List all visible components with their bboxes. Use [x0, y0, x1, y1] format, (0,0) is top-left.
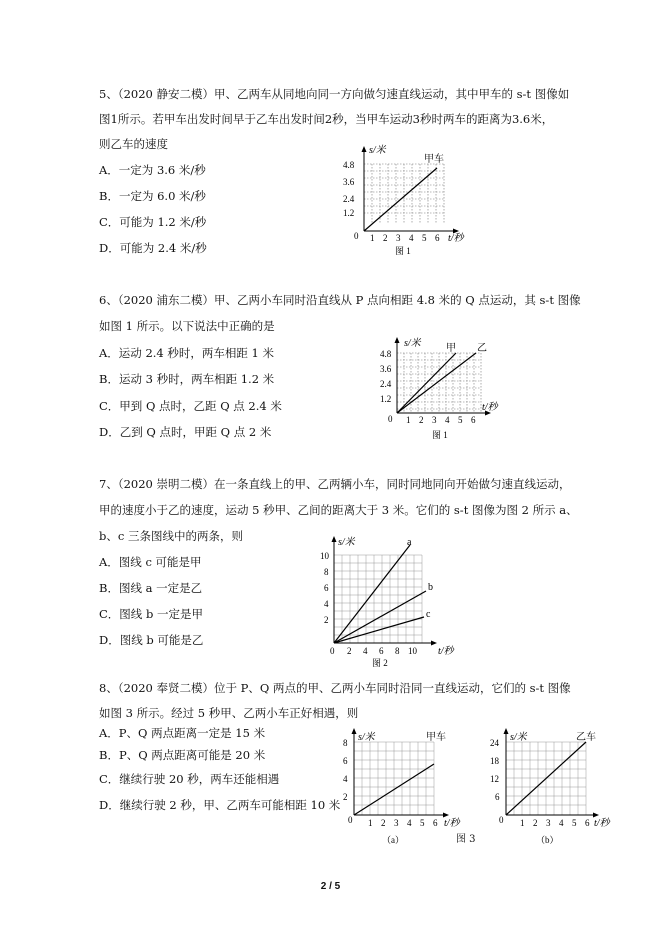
q6-xtick: 1: [406, 415, 411, 425]
q6-line-yi: [397, 353, 476, 413]
q8b-title: 乙车: [576, 732, 596, 743]
q8a-xtick: 4: [407, 818, 412, 828]
q6-caption: 图 1: [432, 430, 448, 440]
q5-origin: 0: [354, 231, 359, 241]
q6-y-arrow-icon: [395, 337, 400, 343]
q6-option-c: C．甲到 Q 点时，乙距 Q 点 2.4 米: [99, 399, 282, 413]
q8-option-c: C．继续行驶 20 秒，两车还能相遇: [99, 772, 280, 786]
q6-xtick: 5: [458, 415, 463, 425]
q5-option-a: A．一定为 3.6 米/秒: [99, 163, 206, 177]
q7-xtick: 2: [347, 646, 352, 656]
q7-origin: 0: [330, 646, 335, 656]
q8b-xtick: 3: [546, 818, 551, 828]
q6-label-jia: 甲: [446, 343, 456, 354]
q7-y-arrow-icon: [332, 536, 337, 542]
q6-xlabel: t/秒: [482, 402, 498, 413]
q5-ytick: 4.8: [343, 160, 355, 170]
q5-y-arrow-icon: [362, 146, 367, 152]
q7-option-c: C．图线 b 一定是甲: [99, 607, 203, 621]
q7-ylabel: s/米: [338, 537, 355, 548]
q7-ytick: 10: [320, 551, 329, 561]
q5-ytick: 3.6: [343, 177, 355, 187]
q7-stem-line-3: b、c 三条图线中的两条，则: [99, 529, 243, 543]
q8b-xtick: 4: [559, 818, 564, 828]
q7-ytick: 4: [324, 599, 329, 609]
q8a-ytick: 6: [343, 756, 348, 766]
q7-label-a: a: [407, 537, 412, 548]
q5-option-d: D．可能为 2.4 米/秒: [99, 241, 207, 255]
q6-xtick: 4: [445, 415, 450, 425]
q8a-title: 甲车: [426, 732, 446, 743]
page-number: 2 / 5: [320, 881, 341, 892]
q8a-xtick: 5: [420, 818, 425, 828]
q8a-xtick: 3: [394, 818, 399, 828]
q8-option-d: D．继续行驶 2 秒，甲、乙两车可能相距 10 米: [99, 798, 341, 812]
q6-xtick: 2: [419, 415, 424, 425]
q8-caption: 图 3: [456, 834, 476, 845]
q6-stem-line-2: 如图 1 所示。以下说法中正确的是: [99, 319, 275, 333]
q6-xtick: 3: [432, 415, 437, 425]
q8a-origin: 0: [348, 815, 353, 825]
q8a-ytick: 4: [343, 774, 348, 784]
q8a-xtick: 1: [368, 818, 373, 828]
q5-figure: [340, 143, 480, 258]
q7-figure: [312, 533, 472, 668]
q7-ytick: 6: [324, 583, 329, 593]
q5-ytick: 2.4: [343, 194, 355, 204]
q8b-ylabel: s/米: [510, 732, 527, 743]
q6-xtick: 6: [471, 415, 476, 425]
q8a-ytick: 8: [343, 738, 348, 748]
q8b-origin: 0: [499, 815, 504, 825]
q8b-ytick: 12: [490, 774, 499, 784]
q5-xtick: 2: [383, 233, 388, 243]
q8b-y-arrow-icon: [504, 728, 509, 734]
q5-xtick: 1: [370, 233, 375, 243]
q6-ytick: 2.4: [380, 379, 392, 389]
q8b-xtick: 1: [520, 818, 525, 828]
q7-xlabel: t/秒: [438, 646, 454, 657]
q7-label-b: b: [428, 582, 433, 593]
q6-ytick: 3.6: [380, 364, 392, 374]
q6-ytick: 4.8: [380, 349, 392, 359]
q5-xtick: 3: [396, 233, 401, 243]
q8-figure-a: [336, 724, 466, 848]
q7-option-b: B．图线 a 一定是乙: [99, 581, 203, 595]
q5-option-b: B．一定为 6.0 米/秒: [99, 189, 206, 203]
q8b-x-arrow-icon: [593, 813, 599, 818]
q7-xtick: 8: [395, 646, 400, 656]
q5-line-jia: [364, 168, 437, 231]
q7-xtick: 6: [379, 646, 384, 656]
q8-option-a: A．P、Q 两点距离一定是 15 米: [99, 726, 266, 740]
q5-xtick: 5: [422, 233, 427, 243]
q5-ylabel: s/米: [369, 145, 386, 156]
q6-label-yi: 乙: [477, 343, 487, 354]
q5-xlabel: t/秒: [448, 233, 464, 244]
q6-figure: [360, 334, 510, 442]
q5-stem-line-1: 5、（2020 静安二模）甲、乙两车从同地向同一方向做匀速直线运动，其中甲车的 s-t 图像如: [99, 87, 570, 101]
q7-option-d: D．图线 b 可能是乙: [99, 633, 204, 647]
q7-stem-line-2: 甲的速度小于乙的速度，运动 5 秒甲、乙间的距离大于 3 米。它们的 s-t 图像为图 2 所示 a、: [99, 503, 578, 517]
q5-caption: 图 1: [395, 246, 411, 256]
q5-stem-line-3: 则乙车的速度: [99, 137, 168, 151]
q8a-grid: [354, 742, 434, 815]
q6-option-d: D．乙到 Q 点时，甲距 Q 点 2 米: [99, 425, 272, 439]
q5-stem-line-2: 图1所示。若甲车出发时间早于乙车出发时间2秒，当甲车运动3秒时两车的距离为3.6米，: [99, 112, 554, 126]
q8a-ylabel: s/米: [358, 732, 375, 743]
q6-stem-line-1: 6、（2020 浦东二模）甲、乙两小车同时沿直线从 P 点向相距 4.8 米的 Q 点运动，其 s-t 图像: [99, 293, 581, 307]
q7-xtick: 4: [363, 646, 368, 656]
q7-option-a: A．图线 c 可能是甲: [99, 555, 202, 569]
q7-ytick: 2: [324, 615, 329, 625]
q8a-x-arrow-icon: [443, 813, 449, 818]
q8a-xtick: 2: [381, 818, 386, 828]
q6-line-jia: [397, 353, 456, 413]
q6-ylabel: s/米: [404, 338, 421, 349]
q7-stem-line-1: 7、（2020 崇明二模）在一条直线上的甲、乙两辆小车，同时同地同向开始做匀速直线运动，: [99, 477, 571, 491]
q8-stem-line-2: 如图 3 所示。经过 5 秒甲、乙两小车正好相遇，则: [99, 706, 359, 720]
q8b-xtick: 2: [533, 818, 538, 828]
q8b-xtick: 6: [585, 818, 590, 828]
q5-ytick: 1.2: [343, 208, 355, 218]
q8-stem-line-1: 8、（2020 奉贤二模）位于 P、Q 两点的甲、乙两小车同时沿同一直线运动，它们的 s-t 图像: [99, 681, 571, 695]
q8b-ytick: 24: [490, 738, 499, 748]
q5-series-label: 甲车: [424, 154, 444, 165]
q7-caption: 图 2: [372, 658, 388, 668]
q5-option-c: C．可能为 1.2 米/秒: [99, 215, 207, 229]
q8a-xlabel: t/秒: [444, 818, 460, 829]
q8b-ytick: 6: [495, 792, 500, 802]
q7-line-c: [334, 617, 424, 643]
q8b-xtick: 5: [572, 818, 577, 828]
q7-label-c: c: [426, 609, 431, 620]
q7-line-a: [334, 545, 410, 643]
q8-option-b: B．P、Q 两点距离可能是 20 米: [99, 748, 266, 762]
q8b-xlabel: t/秒: [594, 818, 610, 829]
q8b-sub: （b）: [536, 835, 559, 845]
q8a-xtick: 6: [433, 818, 438, 828]
q6-option-b: B．运动 3 秒时，两车相距 1.2 米: [99, 372, 275, 386]
q8b-ytick: 18: [490, 756, 499, 766]
q7-xtick: 10: [408, 646, 417, 656]
q8a-y-arrow-icon: [352, 728, 357, 734]
q5-xtick: 6: [435, 233, 440, 243]
q6-origin: 0: [388, 414, 393, 424]
q7-x-arrow-icon: [431, 641, 437, 646]
q7-ytick: 8: [324, 567, 329, 577]
q8-figure-b: [484, 724, 614, 848]
q6-ytick: 1.2: [380, 394, 392, 404]
q6-option-a: A．运动 2.4 秒时，两车相距 1 米: [99, 346, 275, 360]
q5-xtick: 4: [409, 233, 414, 243]
q8a-ytick: 2: [343, 792, 348, 802]
q8a-sub: （a）: [382, 835, 404, 845]
